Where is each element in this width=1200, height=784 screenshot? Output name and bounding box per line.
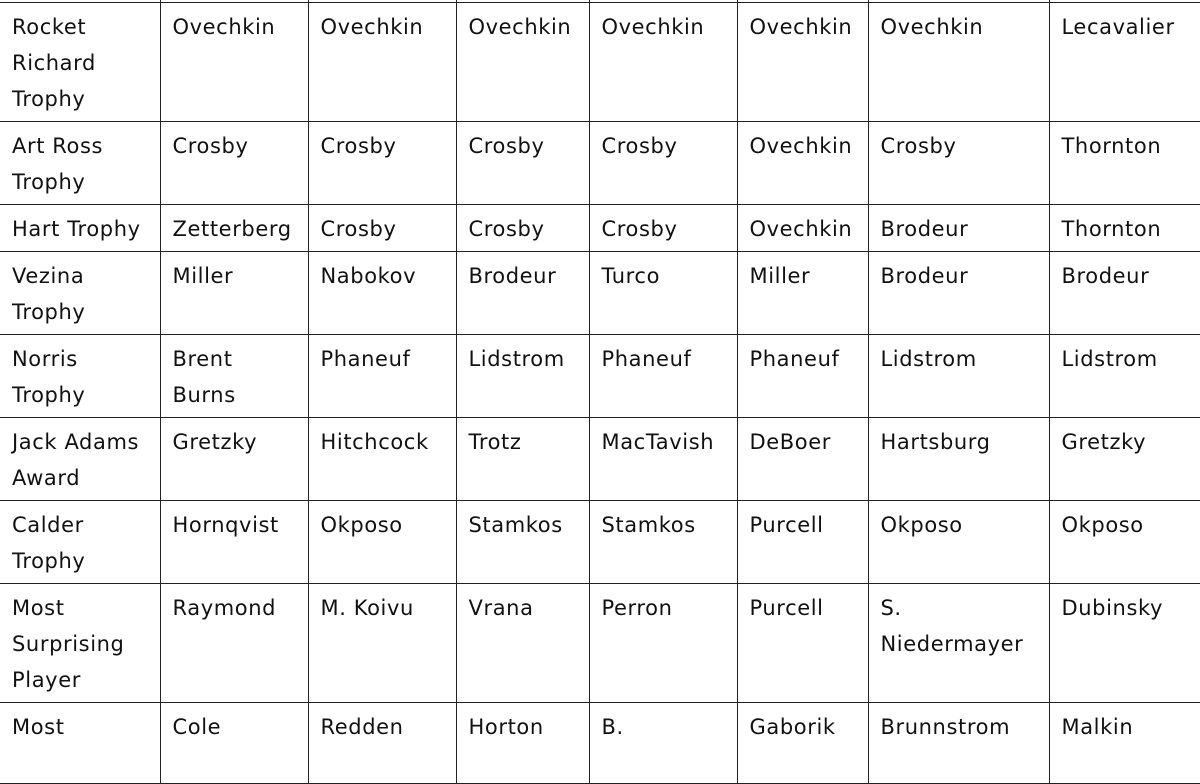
prediction-cell bbox=[456, 205, 589, 252]
prediction-cell bbox=[456, 418, 589, 501]
player-name: Ovechkin bbox=[468, 15, 572, 39]
prediction-cell bbox=[1049, 205, 1200, 252]
prediction-cell bbox=[1049, 335, 1200, 418]
player-name: Brodeur bbox=[1061, 264, 1150, 288]
award-label: Calder Trophy bbox=[12, 513, 86, 573]
prediction-cell bbox=[737, 335, 868, 418]
prediction-cell bbox=[868, 3, 1049, 122]
player-name: Thornton bbox=[1061, 217, 1162, 241]
prediction-cell bbox=[308, 418, 456, 501]
prediction-cell bbox=[589, 335, 737, 418]
player-name: Horton bbox=[468, 715, 544, 739]
player-name: Phaneuf bbox=[601, 347, 692, 371]
player-name: Ovechkin bbox=[172, 15, 276, 39]
player-name: Raymond bbox=[172, 596, 277, 620]
award-label-cell bbox=[0, 501, 160, 584]
award-label: Jack Adams Award bbox=[12, 430, 140, 490]
prediction-cell bbox=[589, 703, 737, 784]
table-row bbox=[0, 501, 1200, 584]
prediction-cell bbox=[737, 122, 868, 205]
prediction-cell bbox=[868, 205, 1049, 252]
award-label-cell bbox=[0, 584, 160, 703]
prediction-cell bbox=[1049, 584, 1200, 703]
player-name: Miller bbox=[749, 264, 811, 288]
player-name: Brodeur bbox=[880, 264, 969, 288]
player-name: Crosby bbox=[601, 217, 678, 241]
prediction-cell bbox=[160, 3, 308, 122]
prediction-cell bbox=[456, 252, 589, 335]
prediction-cell bbox=[589, 501, 737, 584]
prediction-cell bbox=[456, 501, 589, 584]
prediction-cell bbox=[456, 3, 589, 122]
player-name: Brunnstrom bbox=[880, 715, 1011, 739]
award-label: Norris Trophy bbox=[12, 347, 86, 407]
award-label: Rocket Richard Trophy bbox=[12, 15, 96, 111]
player-name: Okposo bbox=[1061, 513, 1144, 537]
prediction-cell bbox=[160, 584, 308, 703]
player-name: M. Koivu bbox=[320, 596, 414, 620]
prediction-cell bbox=[737, 501, 868, 584]
prediction-cell bbox=[868, 335, 1049, 418]
player-name: Crosby bbox=[468, 134, 545, 158]
player-name: Thornton bbox=[1061, 134, 1162, 158]
player-name: Perron bbox=[601, 596, 673, 620]
player-name: Lidstrom bbox=[880, 347, 977, 371]
prediction-cell bbox=[868, 122, 1049, 205]
player-name: Lidstrom bbox=[468, 347, 565, 371]
prediction-cell bbox=[308, 335, 456, 418]
player-name: Purcell bbox=[749, 596, 824, 620]
prediction-cell bbox=[456, 122, 589, 205]
prediction-cell bbox=[160, 252, 308, 335]
player-name: Lidstrom bbox=[1061, 347, 1158, 371]
prediction-cell bbox=[456, 584, 589, 703]
player-name: MacTavish bbox=[601, 430, 715, 454]
award-label-cell bbox=[0, 122, 160, 205]
player-name: Gaborik bbox=[749, 715, 836, 739]
prediction-cell bbox=[1049, 252, 1200, 335]
prediction-cell bbox=[737, 252, 868, 335]
player-name: Okposo bbox=[880, 513, 963, 537]
prediction-cell bbox=[308, 501, 456, 584]
prediction-cell bbox=[737, 584, 868, 703]
prediction-cell bbox=[308, 252, 456, 335]
player-name: Ovechkin bbox=[749, 217, 853, 241]
table-row bbox=[0, 252, 1200, 335]
prediction-cell bbox=[308, 3, 456, 122]
player-name: Crosby bbox=[601, 134, 678, 158]
award-label: Hart Trophy bbox=[12, 217, 141, 241]
prediction-cell bbox=[160, 122, 308, 205]
table-row bbox=[0, 703, 1200, 784]
prediction-cell bbox=[1049, 501, 1200, 584]
table-row bbox=[0, 335, 1200, 418]
prediction-cell bbox=[589, 252, 737, 335]
player-name: Hitchcock bbox=[320, 430, 429, 454]
player-name: Crosby bbox=[172, 134, 249, 158]
award-label-cell bbox=[0, 205, 160, 252]
prediction-cell bbox=[589, 3, 737, 122]
award-label bbox=[12, 0, 153, 2]
prediction-cell bbox=[160, 703, 308, 784]
prediction-cell bbox=[160, 501, 308, 584]
prediction-cell bbox=[737, 3, 868, 122]
award-label-cell bbox=[0, 3, 160, 122]
prediction-cell bbox=[868, 252, 1049, 335]
table-row bbox=[0, 418, 1200, 501]
prediction-cell bbox=[737, 205, 868, 252]
player-name: Ovechkin bbox=[880, 15, 984, 39]
prediction-cell bbox=[737, 418, 868, 501]
player-name: Ovechkin bbox=[749, 15, 853, 39]
prediction-cell bbox=[868, 418, 1049, 501]
prediction-cell bbox=[456, 335, 589, 418]
player-name: Phaneuf bbox=[749, 347, 840, 371]
prediction-cell bbox=[308, 122, 456, 205]
table-row bbox=[0, 122, 1200, 205]
player-name: Cole bbox=[172, 715, 222, 739]
player-name: Trotz bbox=[468, 430, 522, 454]
player-name: DeBoer bbox=[749, 430, 831, 454]
prediction-cell bbox=[1049, 122, 1200, 205]
prediction-cell bbox=[308, 205, 456, 252]
prediction-cell bbox=[308, 703, 456, 784]
prediction-cell bbox=[589, 205, 737, 252]
prediction-cell bbox=[868, 584, 1049, 703]
prediction-cell bbox=[160, 205, 308, 252]
prediction-cell bbox=[737, 703, 868, 784]
player-name: Crosby bbox=[320, 217, 397, 241]
player-name: Brodeur bbox=[468, 264, 557, 288]
prediction-cell bbox=[868, 703, 1049, 784]
award-label: Most Surprising Player bbox=[12, 596, 125, 692]
award-label: Most bbox=[12, 715, 65, 739]
player-name: Turco bbox=[601, 264, 661, 288]
award-label-cell bbox=[0, 252, 160, 335]
player-name: Ovechkin bbox=[749, 134, 853, 158]
player-name: Crosby bbox=[468, 217, 545, 241]
player-name: Phaneuf bbox=[320, 347, 411, 371]
prediction-cell bbox=[589, 418, 737, 501]
table-row bbox=[0, 584, 1200, 703]
player-name: Gretzky bbox=[172, 430, 258, 454]
player-name: Zetterberg bbox=[172, 217, 292, 241]
player-name: Redden bbox=[320, 715, 404, 739]
player-name: Brent Burns bbox=[172, 347, 236, 407]
prediction-cell bbox=[868, 501, 1049, 584]
player-name: Dubinsky bbox=[1061, 596, 1164, 620]
prediction-cell bbox=[160, 418, 308, 501]
player-name: Nabokov bbox=[320, 264, 417, 288]
prediction-cell bbox=[1049, 418, 1200, 501]
player-name: Hartsburg bbox=[880, 430, 991, 454]
award-label: Vezina Trophy bbox=[12, 264, 86, 324]
player-name: Purcell bbox=[749, 513, 824, 537]
player-name: B. bbox=[601, 715, 624, 739]
prediction-cell bbox=[589, 122, 737, 205]
table-row bbox=[0, 3, 1200, 122]
player-name: Crosby bbox=[320, 134, 397, 158]
player-name: Stamkos bbox=[601, 513, 696, 537]
player-name: Brodeur bbox=[880, 217, 969, 241]
player-name: Stamkos bbox=[468, 513, 563, 537]
prediction-cell bbox=[589, 584, 737, 703]
player-name: Crosby bbox=[880, 134, 957, 158]
player-name: S. Niedermayer bbox=[880, 596, 1024, 656]
prediction-cell bbox=[160, 335, 308, 418]
player-name: Malkin bbox=[1061, 715, 1134, 739]
table-row bbox=[0, 205, 1200, 252]
prediction-cell bbox=[308, 584, 456, 703]
prediction-cell bbox=[456, 703, 589, 784]
player-name: Hornqvist bbox=[172, 513, 279, 537]
award-label: Art Ross Trophy bbox=[12, 134, 104, 194]
award-label-cell bbox=[0, 703, 160, 784]
award-label-cell bbox=[0, 418, 160, 501]
player-name: Okposo bbox=[320, 513, 403, 537]
player-name: Miller bbox=[172, 264, 234, 288]
player-name: Ovechkin bbox=[601, 15, 705, 39]
award-label-cell bbox=[0, 335, 160, 418]
prediction-cell bbox=[1049, 3, 1200, 122]
prediction-cell bbox=[1049, 703, 1200, 784]
player-name: Lecavalier bbox=[1061, 15, 1175, 39]
player-name: Ovechkin bbox=[320, 15, 424, 39]
player-name: Vrana bbox=[468, 596, 534, 620]
player-name: Gretzky bbox=[1061, 430, 1147, 454]
